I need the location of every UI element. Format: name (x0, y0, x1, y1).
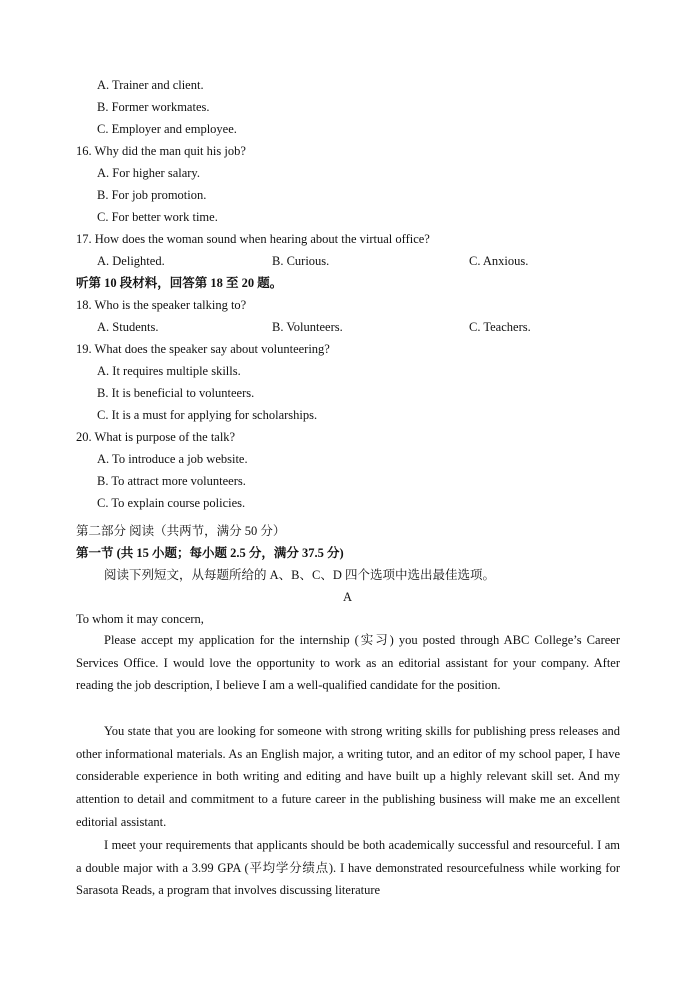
q19-question: 19. What does the speaker say about volunteering? (76, 342, 330, 356)
q15-option-a: A. Trainer and client. (97, 78, 204, 92)
q18-options (97, 319, 657, 335)
q20-option-c: C. To explain course policies. (97, 496, 246, 510)
letter-paragraph-3: I meet your requirements that applicants should be both academically successful and resourceful. I am a double major with a 3.99 GPA (平均学分绩点). I have demonstrated resourcefulness while working for Sarasota Reads, a program that involves discussing literature (76, 838, 620, 898)
q17-option-c: C. Anxious. (469, 254, 529, 268)
q16-question: 16. Why did the man quit his job? (76, 144, 246, 158)
q18-option-a: A. Students. (97, 320, 159, 334)
letter-paragraph-1: Please accept my application for the internship (实习) you posted through ABC College’s Career Services Office. I would love the opportunity to work as an editorial assistant for your company. After reading the job description, I believe I am a well-qualified candidate for the position. (76, 633, 620, 693)
q17-question: 17. How does the woman sound when hearing about the virtual office? (76, 232, 430, 246)
q17-options (97, 253, 657, 269)
q19-option-b: B. It is beneficial to volunteers. (97, 386, 255, 400)
q17-option-a: A. Delighted. (97, 254, 165, 268)
q16-option-c: C. For better work time. (97, 210, 218, 224)
q16-option-b: B. For job promotion. (97, 188, 207, 202)
q18-question: 18. Who is the speaker talking to? (76, 298, 247, 312)
q19-option-a: A. It requires multiple skills. (97, 364, 241, 378)
part2-instruction: 阅读下列短文，从每题所给的 A、B、C、D 四个选项中选出最佳选项。 (104, 568, 495, 582)
part2-title: 第二部分 阅读（共两节，满分 50 分） (76, 524, 286, 538)
q20-question: 20. What is purpose of the talk? (76, 430, 236, 444)
letter-paragraph-2: You state that you are looking for someone with strong writing skills for publishing press releases and other informational materials. As an English major, a writing tutor, and an editor of my school paper, I have considerable experience in both writing and editing and have built up a highly relevant skill set. And my attention to detail and commitment to a future career in the publishing business will make me an excellent editorial assistant. (76, 724, 620, 829)
q17-option-b: B. Curious. (272, 254, 330, 268)
part2-section1: 第一节 (共 15 小题；每小题 2.5 分，满分 37.5 分) (76, 546, 344, 560)
q15-option-b: B. Former workmates. (97, 100, 210, 114)
section-intro: 听第 10 段材料，回答第 18 至 20 题。 (76, 276, 283, 290)
q20-option-a: A. To introduce a job website. (97, 452, 248, 466)
letter-greeting: To whom it may concern, (76, 612, 204, 626)
q16-option-a: A. For higher salary. (97, 166, 200, 180)
q20-option-b: B. To attract more volunteers. (97, 474, 246, 488)
q18-option-c: C. Teachers. (469, 320, 531, 334)
q18-option-b: B. Volunteers. (272, 320, 343, 334)
q15-option-c: C. Employer and employee. (97, 122, 237, 136)
passage-label: A (342, 590, 353, 604)
q19-option-c: C. It is a must for applying for scholarships. (97, 408, 318, 422)
